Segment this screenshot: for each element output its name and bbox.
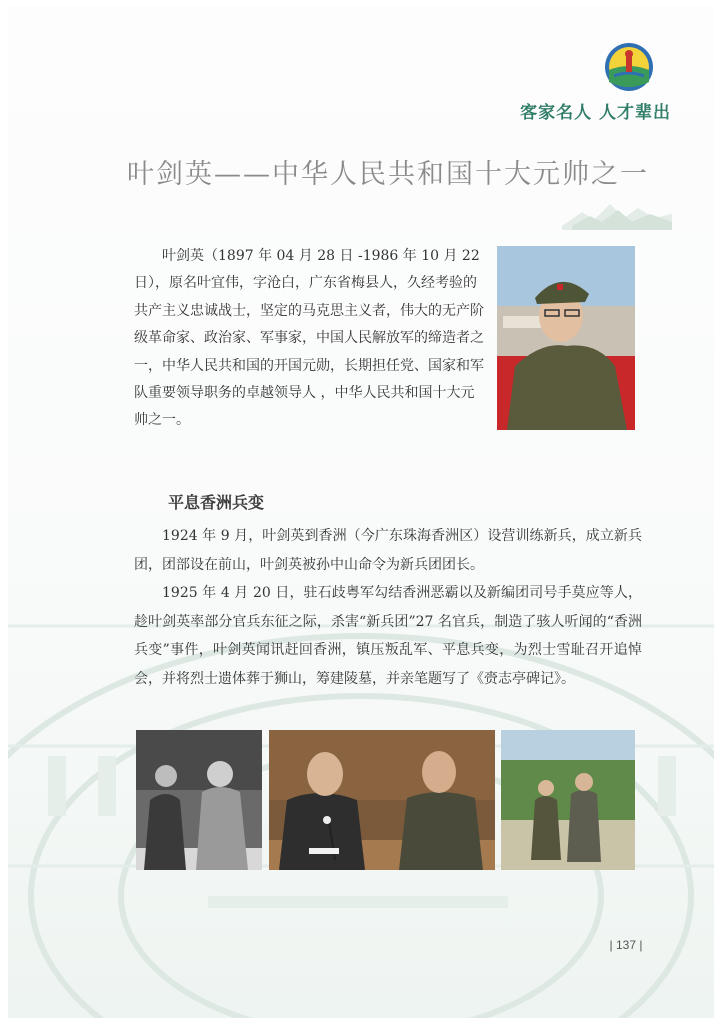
rostrum-photo [136,730,262,870]
intro-paragraph: 叶剑英（1897 年 04 月 28 日 -1986 年 10 月 22 日），原名叶宜伟，字沧白，广东省梅县人，久经考验的共产主义忠诚战士，坚定的马克思主义者，伟大的无产阶级革命家、政治家、军事家，中国人民解放军的缔造者之一，中华人民共和国的开国元勋，长期担任党、国家和军队重要领导职务的卓越领导人 ，中华人民共和国十大元帅之一。 [134,248,484,429]
page-number: | 137 | [609,938,643,952]
header-slogan: 客家名人 人才辈出 [520,103,671,123]
body-paragraph-1: 1924 年 9 月，叶剑英到香洲（今广东珠海香洲区）设营训练新兵，成立新兵团，团部设在前山，叶剑英被孙中山命令为新兵团团长。 [134,528,642,573]
portrait-photo [497,246,635,430]
book-page [8,6,714,1018]
outdoor-photo [501,730,635,870]
mountain-decoration [562,196,672,230]
page-title: 叶剑英——中华人民共和国十大元帅之一 [127,159,649,190]
body-paragraph-2: 1925 年 4 月 20 日，驻石歧粤军勾结香洲恶霸以及新编团司号手莫应等人，趁叶剑英率部分官兵东征之际，杀害“新兵团”27 名官兵，制造了骇人听闻的“香洲兵变”事件，叶剑英闻讯赶回香洲，镇压叛乱军、平息兵变，为烈士雪耻召开追悼会，并将烈士遗体葬于狮山，筹建陵墓，并亲笔题写了《赍志亭碑记》。 [134,585,642,687]
meeting-photo [269,730,495,870]
section-heading: 平息香洲兵变 [168,493,265,512]
hakka-logo-icon [604,42,654,92]
